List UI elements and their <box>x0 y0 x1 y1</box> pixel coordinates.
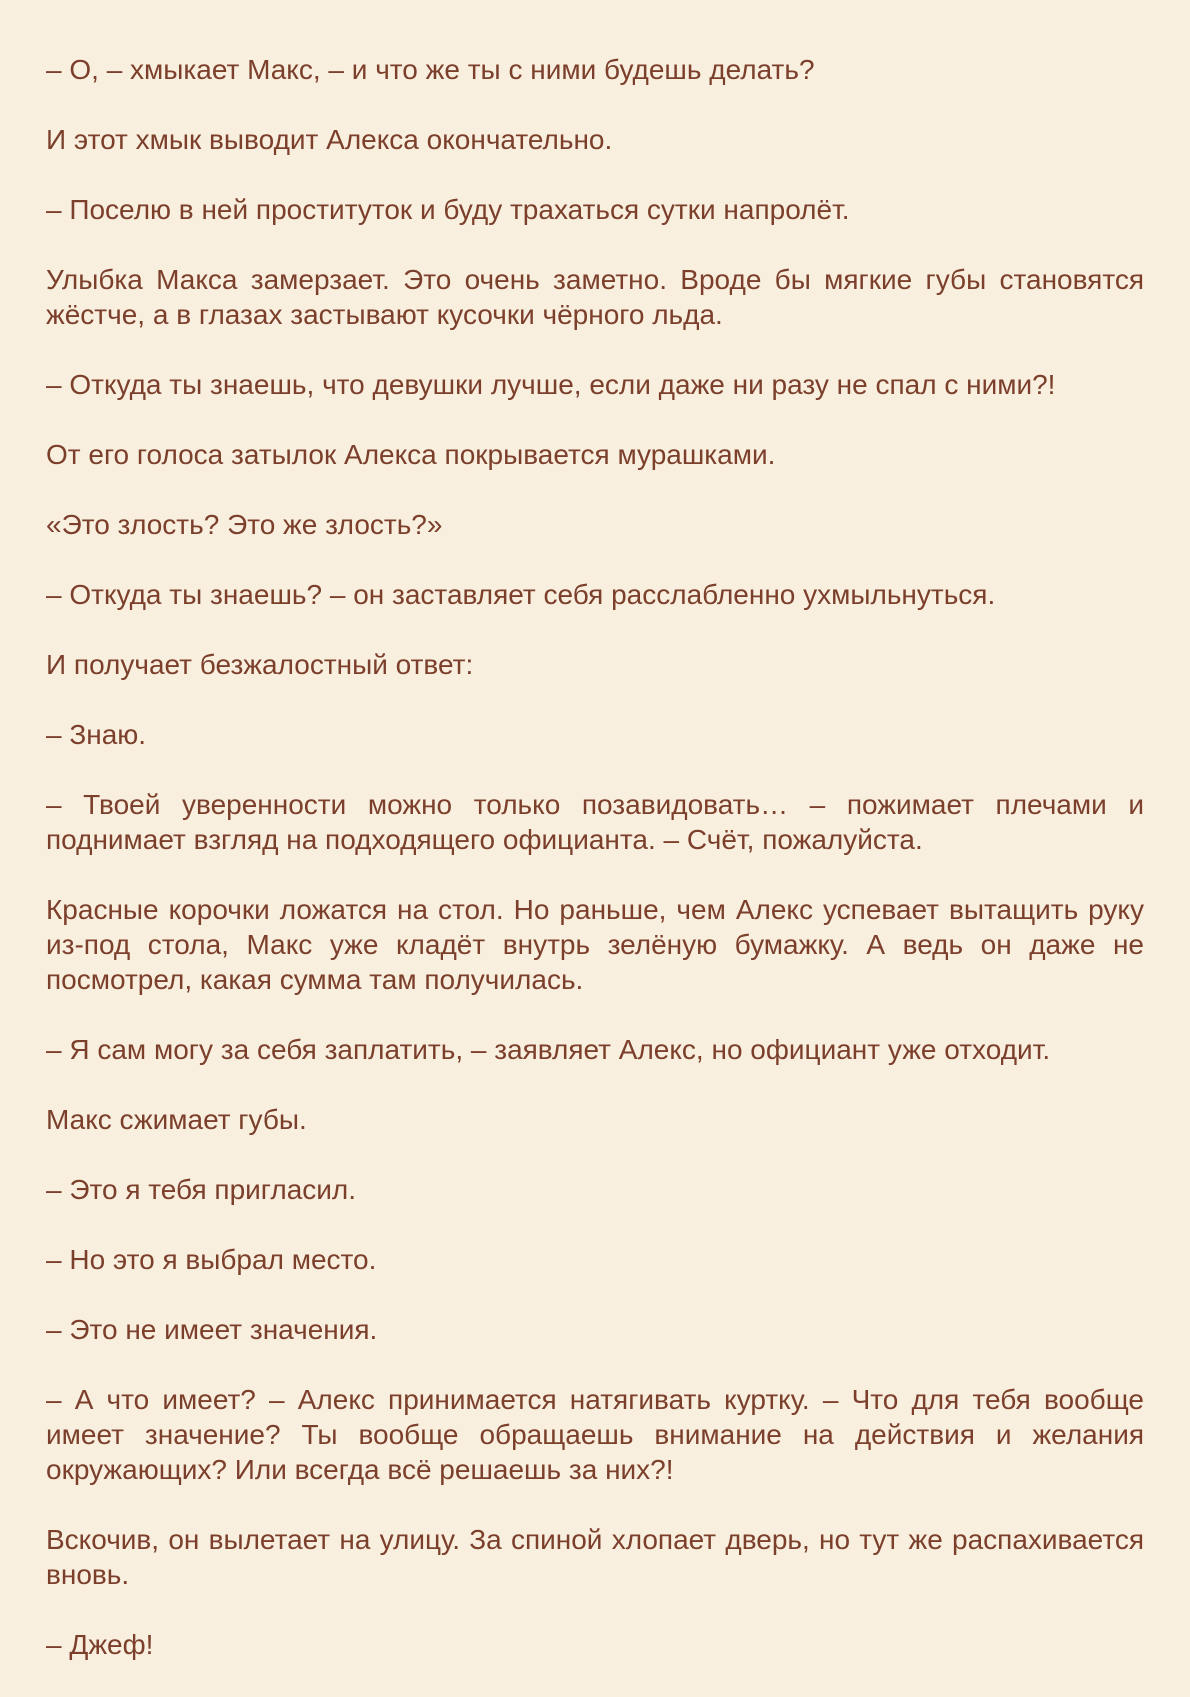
paragraph: – А что имеет? – Алекс принимается натягивать куртку. – Что для тебя вообще имеет значение? Ты вообще обращаешь внимание на действия и желания окружающих? Или всегда всё решаешь за них?! <box>46 1384 1144 1485</box>
paragraph: – Откуда ты знаешь, что девушки лучше, если даже ни разу не спал с ними?! <box>46 369 1056 400</box>
paragraph: – Джеф! <box>46 1629 154 1660</box>
paragraph: Улыбка Макса замерзает. Это очень заметно. Вроде бы мягкие губы становятся жёстче, а в глазах застывают кусочки чёрного льда. <box>46 264 1144 330</box>
paragraph: – Поселю в ней проституток и буду трахаться сутки напролёт. <box>46 194 850 225</box>
document-text <box>46 52 1144 1697</box>
paragraph: «Это злость? Это же злость?» <box>46 509 443 540</box>
paragraph: И этот хмык выводит Алекса окончательно. <box>46 124 613 155</box>
paragraph: – Твоей уверенности можно только позавидовать… – пожимает плечами и поднимает взгляд на подходящего официанта. – Счёт, пожалуйста. <box>46 789 1144 855</box>
paragraph: И получает безжалостный ответ: <box>46 649 474 680</box>
paragraph: – Я сам могу за себя заплатить, – заявляет Алекс, но официант уже отходит. <box>46 1034 1051 1065</box>
paragraph: От его голоса затылок Алекса покрывается мурашками. <box>46 439 776 470</box>
paragraph: – Откуда ты знаешь? – он заставляет себя расслабленно ухмыльнуться. <box>46 579 996 610</box>
paragraph: – Это не имеет значения. <box>46 1314 378 1345</box>
paragraph: – Это я тебя пригласил. <box>46 1174 357 1205</box>
paragraph: – Но это я выбрал место. <box>46 1244 377 1275</box>
paragraph: Красные корочки ложатся на стол. Но раньше, чем Алекс успевает вытащить руку из-под стола, Макс уже кладёт внутрь зелёную бумажку. А ведь он даже не посмотрел, какая сумма там получилась. <box>46 894 1144 995</box>
paragraph: Вскочив, он вылетает на улицу. За спиной хлопает дверь, но тут же распахивается вновь. <box>46 1524 1144 1590</box>
paragraph: – О, – хмыкает Макс, – и что же ты с ними будешь делать? <box>46 54 815 85</box>
paragraph: – Знаю. <box>46 719 147 750</box>
paragraph: Макс сжимает губы. <box>46 1104 307 1135</box>
